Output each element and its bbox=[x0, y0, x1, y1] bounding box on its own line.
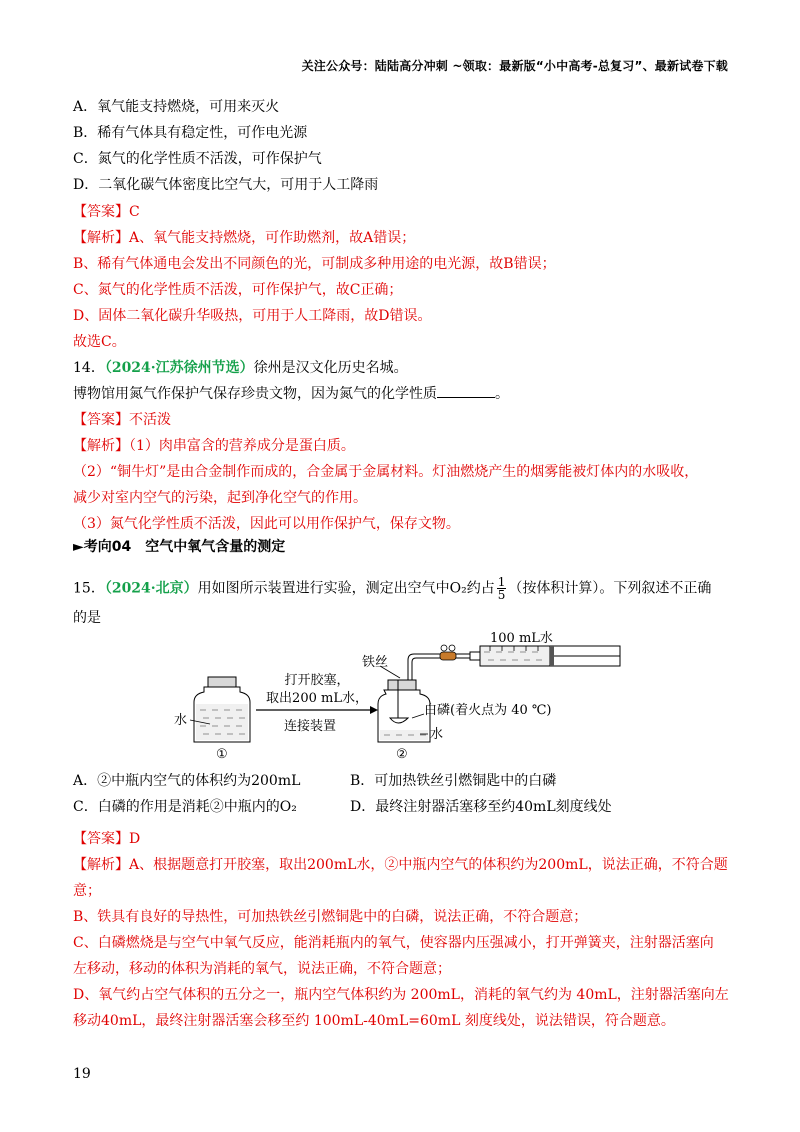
option-c: C．氮气的化学性质不活泼，可作保护气 bbox=[73, 151, 322, 167]
arrow-head bbox=[370, 706, 378, 714]
fraction bbox=[497, 576, 507, 601]
question-text-end: 。 bbox=[495, 386, 509, 402]
spring-clamp bbox=[440, 645, 456, 660]
answer-15: 【答案】D bbox=[73, 831, 141, 847]
question-stem: 约占 bbox=[466, 580, 495, 597]
question-source: （2024·江苏徐州节选） bbox=[104, 360, 254, 376]
question-15-line2: 的是 bbox=[73, 610, 101, 626]
analysis-13-line: B、稀有气体通电会发出不同颜色的光，可制成多种用途的电光源，故B错误； bbox=[73, 256, 556, 272]
question-number: 14． bbox=[73, 360, 105, 376]
question-stem: 徐州是汉文化历史名城。 bbox=[253, 360, 408, 376]
analysis-15-line: D、氧气约占空气体积的五分之一，瓶内空气体积约为 200mL，消耗的氧气约为 40mL，注射器活塞向左 bbox=[73, 987, 729, 1003]
question-14 bbox=[73, 359, 408, 377]
question-source: （2024·北京） bbox=[104, 580, 198, 597]
question-15 bbox=[73, 576, 711, 601]
o2-formula: O₂ bbox=[449, 580, 467, 597]
analysis-14-line: （3）氮气化学性质不活泼，因此可以用作保护气，保存文物。 bbox=[73, 516, 460, 532]
option-a: A．②中瓶内空气的体积约为200mL bbox=[73, 773, 301, 789]
analysis-15-line: 左移动，移动的体积为消耗的氧气，说法正确，不符合题意； bbox=[73, 961, 451, 977]
label-2: ② bbox=[396, 747, 408, 762]
page-header: 关注公众号：陆陆高分冲刺 ~领取：最新版“小中高考-总复习”、最新试卷下载 bbox=[301, 59, 728, 73]
section-heading: ►考向04 空气中氧气含量的测定 bbox=[73, 539, 286, 555]
analysis-13-line: D、固体二氧化碳升华吸热，可用于人工降雨，故D错误。 bbox=[73, 308, 432, 324]
analysis-14-line: （2）“铜牛灯”是由合金制作而成的，合金属于金属材料。灯油燃烧产生的烟雾能被灯体内的水吸收， bbox=[73, 464, 699, 480]
option-d: D．最终注射器活塞移至约40mL刻度线处 bbox=[350, 799, 612, 815]
answer-blank bbox=[437, 385, 495, 398]
question-stem: （按体积计算）。下列叙述不正确 bbox=[508, 580, 712, 597]
arrow-text-2: 取出200 mL水， bbox=[266, 691, 368, 706]
analysis-14-line: 【解析】（1）肉串富含的营养成分是蛋白质。 bbox=[73, 438, 355, 454]
answer-14: 【答案】不活泼 bbox=[73, 412, 171, 428]
arrow-text-1: 打开胶塞， bbox=[284, 673, 350, 688]
option-c bbox=[73, 798, 297, 816]
analysis-15-line: C、白磷燃烧是与空气中氧气反应，能消耗瓶内的氧气，使容器内压强减小，打开弹簧夹，注射器活塞向 bbox=[73, 935, 714, 951]
water-label-left: 水 bbox=[174, 713, 188, 728]
option-d: D．二氧化碳气体密度比空气大，可用于人工降雨 bbox=[73, 177, 379, 193]
question-14-line2 bbox=[73, 385, 509, 403]
phosphorus-label: 白磷(着火点为 40 ℃) bbox=[424, 703, 552, 718]
analysis-15-line: 意； bbox=[73, 883, 101, 899]
option-b: B．可加热铁丝引燃铜匙中的白磷 bbox=[350, 773, 557, 789]
syringe bbox=[470, 646, 620, 666]
question-text: 博物馆用氮气作保护气保存珍贵文物，因为氮气的化学性质 bbox=[73, 386, 437, 402]
option-b: B．稀有气体具有稳定性，可作电光源 bbox=[73, 125, 308, 141]
analysis-13-line: C、氮气的化学性质不活泼，可作保护气，故C正确； bbox=[73, 282, 403, 298]
analysis-15-line: B、铁具有良好的导热性，可加热铁丝引燃铜匙中的白磷，说法正确，不符合题意； bbox=[73, 909, 588, 925]
fraction-denominator: 5 bbox=[497, 588, 506, 602]
arrow-text-3: 连接装置 bbox=[283, 719, 337, 734]
analysis-15-line: 【解析】A、根据题意打开胶塞，取出200mL水，②中瓶内空气的体积约为200mL，说法正确，不符合题 bbox=[73, 857, 728, 873]
o2-formula: O₂ bbox=[279, 799, 297, 815]
analysis-15-line: 移动40mL，最终注射器活塞会移至约 100mL-40mL=60mL 刻度线处，说法错误，符合题意。 bbox=[73, 1013, 675, 1029]
analysis-13-line: 【解析】A、氧气能支持燃烧，可作助燃剂，故A错误； bbox=[73, 230, 416, 246]
answer-13: 【答案】C bbox=[73, 204, 140, 220]
apparatus-figure bbox=[0, 631, 800, 762]
question-number: 15． bbox=[73, 580, 105, 597]
bottle-1 bbox=[190, 677, 250, 742]
question-stem: 用如图所示装置进行实验，测定出空气中 bbox=[197, 580, 450, 597]
wire-label: 铁丝 bbox=[362, 655, 389, 670]
analysis-13-line: 故选C。 bbox=[73, 334, 126, 350]
fraction-numerator: 1 bbox=[497, 575, 506, 589]
syringe-label: 100 mL水 bbox=[490, 631, 553, 646]
label-1: ① bbox=[216, 747, 228, 762]
analysis-14-line: 减少对室内空气的污染，起到净化空气的作用。 bbox=[73, 490, 367, 506]
water-label-right: 水 bbox=[430, 727, 444, 742]
option-c-text: C．白磷的作用是消耗②中瓶内的 bbox=[73, 799, 280, 815]
option-a: A．氧气能支持燃烧，可用来灭火 bbox=[73, 99, 280, 115]
page-number: 19 bbox=[73, 1066, 91, 1082]
